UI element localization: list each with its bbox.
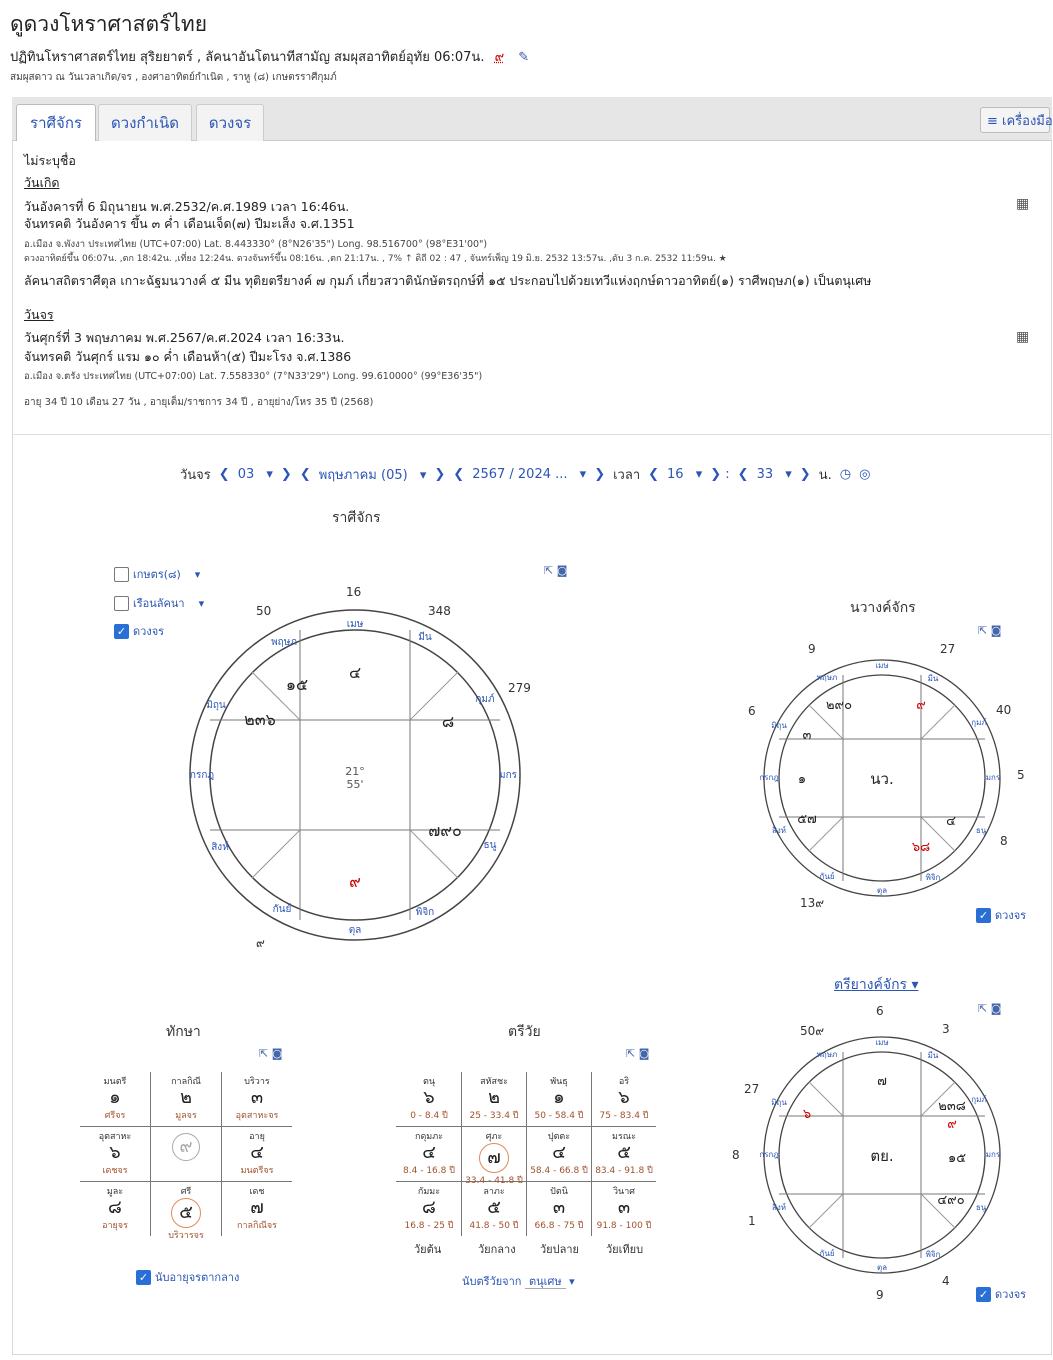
sign-label: เมษ xyxy=(346,619,364,630)
tri-outer: 1 xyxy=(748,1214,756,1228)
taksa-tools[interactable] xyxy=(259,1047,282,1060)
house-mithun: ๒๓๖ xyxy=(244,710,276,729)
outer-num: 50 xyxy=(256,604,272,618)
tri-outer: 50๙ xyxy=(800,1024,825,1038)
taksa-cell: กาลกิณี ๒ มูลจร xyxy=(171,1077,201,1121)
svg-text:มกร: มกร xyxy=(985,773,1001,782)
tab-transit[interactable]: ดวงจร xyxy=(196,104,264,141)
external-icon: ⇱ xyxy=(259,1047,269,1060)
navamsa-chart xyxy=(757,653,1007,903)
transit-place: อ.เมือง จ.ตรัง ประเทศไทย (UTC+07:00) Lat. 7.558330° (7°N33'29") Long. 99.610000° (99°E36'35") xyxy=(24,371,483,382)
trivai-cells xyxy=(396,1072,656,1236)
sign-label: มีน xyxy=(418,632,432,643)
nav-cell: ๖๘ xyxy=(911,840,931,855)
trivai-tools[interactable] xyxy=(626,1047,649,1060)
trinity-select[interactable]: ตรียางค์จักร ▾ xyxy=(834,977,919,993)
sign-label: มิถุน xyxy=(206,700,226,711)
trivai-count[interactable]: นับตรีวัยจาก ตนุเศษ ▾ xyxy=(462,1275,575,1288)
camera-icon: ◙ xyxy=(638,1047,650,1060)
sign-label: พิจิก xyxy=(415,907,435,918)
tri-cell: ๔๙๐ xyxy=(937,1193,965,1208)
svg-text:มกร: มกร xyxy=(985,1150,1001,1159)
external-icon: ⇱ xyxy=(626,1047,636,1060)
outer-num: ๙ xyxy=(256,936,265,950)
tri-cell: ๑๕ xyxy=(947,1151,967,1166)
nav-outer: 27 xyxy=(940,642,956,656)
prev-minute-icon[interactable]: ❮ xyxy=(737,467,749,482)
age-label: วัยเทียบ xyxy=(606,1243,644,1256)
transit-line2: จันทรคติ วันศุกร์ แรม ๑๐ ค่ำ เดือนห้า(๕) ปีมะโรง จ.ศ.1386 xyxy=(24,349,352,364)
taksa-title: ทักษา xyxy=(166,1024,201,1040)
age-label: วัยต้น xyxy=(414,1243,442,1256)
tri-outer: 6 xyxy=(876,1004,884,1018)
rasi-title: ราศีจักร xyxy=(332,510,381,526)
house-mesh: ๔ xyxy=(348,663,362,682)
tri-cell: ๒๓๘ xyxy=(938,1099,966,1114)
birth-lagna: ลัคนาสถิตราศีตุล เกาะฉัฐมนวางค์ ๕ มีน ทุติยตรียางค์ ๗ กุมภ์ เกี่ยวสวาตินักษัตรฤกษ์ที่ ๑๕ ประกอบไปด้วยเทวีแห่งฤกษ์ดาวอาทิตย์(๑) ราศีพฤษภ(๑) เป็นตนุเศษ xyxy=(24,273,872,288)
trivai-title: ตรีวัย xyxy=(508,1024,541,1040)
taksa-cell: ศรี ๕ บริวารจร xyxy=(168,1187,204,1241)
trivai-cell: ลาภะ ๕ 41.8 - 50 ปี xyxy=(469,1187,519,1231)
svg-text:กันย์: กันย์ xyxy=(819,872,835,881)
page-title: ดูดวงโหราศาสตร์ไทย xyxy=(10,12,208,36)
tri-outer: 8 xyxy=(732,1148,740,1162)
next-year-icon[interactable]: ❯ xyxy=(594,467,606,482)
time-unit: น. xyxy=(818,468,832,483)
trinity-chart xyxy=(757,1030,1007,1280)
svg-text:มีน: มีน xyxy=(927,674,939,683)
divider xyxy=(12,434,1052,435)
sign-label: กุมภ์ xyxy=(475,694,495,705)
svg-text:กันย์: กันย์ xyxy=(819,1249,835,1258)
tri-cell: ๗ xyxy=(877,1074,887,1089)
nav-outer: 6 xyxy=(748,704,756,718)
svg-text:กุมภ์: กุมภ์ xyxy=(971,1095,987,1104)
trivai-cell: ปัตนิ ๓ 66.8 - 75 ปี xyxy=(534,1187,584,1231)
trivai-cell: วินาศ ๓ 91.8 - 100 ปี xyxy=(596,1187,652,1231)
trivai-cell: กัมมะ ๘ 16.8 - 25 ปี xyxy=(404,1187,454,1231)
prev-year-icon[interactable]: ❮ xyxy=(453,467,465,482)
subtitle-mark[interactable]: ๙ xyxy=(494,50,505,65)
svg-text:ธนู: ธนู xyxy=(975,1203,987,1212)
sign-label: พฤษภ xyxy=(271,637,297,648)
nav-cell: ๒๙๐ xyxy=(825,698,853,713)
camera-icon: ◙ xyxy=(271,1047,283,1060)
svg-text:กรกฎ: กรกฎ xyxy=(759,1150,779,1159)
sign-label: สิงห์ xyxy=(211,842,229,853)
trivai-cell: พันธุ ๑ 50 - 58.4 ปี xyxy=(534,1077,584,1121)
svg-text:ตุล: ตุล xyxy=(876,886,888,895)
sign-label: กรกฎ xyxy=(189,770,215,781)
trivai-cell: อริ ๖ 75 - 83.4 ปี xyxy=(599,1077,649,1121)
subtitle-text: ปฏิทินโหราศาสตร์ไทย สุริยยาตร์ , ลัคนาอันโตนาทีสามัญ สมผุสอาทิตย์อุทัย 06:07น. xyxy=(10,50,485,65)
external-icon: ⇱ xyxy=(978,1002,988,1015)
tri-outer: 9 xyxy=(876,1288,884,1302)
trivai-cell: ปุตตะ ๔ 58.4 - 66.8 ปี xyxy=(530,1132,588,1176)
svg-text:พิจิก: พิจิก xyxy=(925,873,941,882)
age-label: วัยกลาง xyxy=(478,1243,516,1256)
svg-text:พฤษภ: พฤษภ xyxy=(816,1050,838,1059)
nav-outer: 13๙ xyxy=(800,896,825,910)
sign-label: มกร xyxy=(498,770,518,781)
opt-transit-check[interactable]: ✓ ดวงจร xyxy=(114,622,164,640)
sign-label: ธนู xyxy=(483,840,497,851)
time-label: เวลา xyxy=(613,468,641,483)
calendar-icon[interactable]: ▦ xyxy=(1016,329,1030,345)
opt-lagna-house[interactable]: เรือนลัคนา ▾ xyxy=(114,594,204,612)
trinity-tools[interactable] xyxy=(978,1002,1001,1015)
tri-cell: ๙ xyxy=(947,1117,957,1132)
svg-text:พฤษภ: พฤษภ xyxy=(816,673,838,682)
tab-rasi[interactable]: ราศีจักร xyxy=(16,104,96,141)
trivai-cell: ตนุ ๖ 0 - 8.4 ปี xyxy=(410,1077,448,1121)
external-icon: ⇱ xyxy=(544,564,554,577)
nav-cell: ๙ xyxy=(916,698,926,713)
trinity-center: ตย. xyxy=(870,1147,894,1165)
next-hour-icon[interactable]: ❯ : xyxy=(710,467,730,482)
transit-line1: วันศุกร์ที่ 3 พฤษภาคม พ.ศ.2567/ค.ศ.2024 เวลา 16:33น. xyxy=(24,330,345,345)
target-icon[interactable]: ◎ xyxy=(859,467,871,482)
trivai-cell: กดุมภะ ๔ 8.4 - 16.8 ปี xyxy=(403,1132,455,1176)
next-minute-icon[interactable]: ❯ xyxy=(799,467,811,482)
external-icon: ⇱ xyxy=(978,624,988,637)
trivai-cell: ศุภะ ๗ 33.4 - 41.8 ปี xyxy=(465,1132,523,1186)
nav-outer: 9 xyxy=(808,642,816,656)
calendar-icon[interactable]: ▦ xyxy=(1016,196,1030,212)
navamsa-tools[interactable] xyxy=(978,624,1001,637)
svg-text:ตุล: ตุล xyxy=(876,1263,888,1272)
nav-cell: ๔ xyxy=(946,814,956,829)
birth-sun: ดวงอาทิตย์ขึ้น 06:07น. ,ตก 18:42น. ,เที่ยง 12:24น. ดวงจันทร์ขึ้น 08:16น. ,ตก 21:17น. , 7% ↑ ดิถี 02 : 47 , จันทร์เพ็ญ 19 มิ.ย. 2532 13:57น. ,ดับ 3 ก.ค. 2532 11:59น. ★ xyxy=(24,254,727,264)
tri-cell: ๖ xyxy=(802,1107,812,1122)
nav-outer: 8 xyxy=(1000,834,1008,848)
svg-text:เมษ: เมษ xyxy=(875,1038,889,1047)
outer-num: 348 xyxy=(428,604,451,618)
house-thanu: ๗๙๐ xyxy=(428,821,462,840)
sign-label: ตุล xyxy=(348,925,362,936)
taksa-cell: เดช ๗ กาลกิณีจร xyxy=(237,1187,277,1231)
taksa-cell: มูละ ๘ อายุจร xyxy=(102,1187,128,1231)
svg-text:เมษ: เมษ xyxy=(875,661,889,670)
transit-heading: วันจร xyxy=(24,307,54,322)
svg-text:สิงห์: สิงห์ xyxy=(771,1203,787,1212)
transit-age: อายุ 34 ปี 10 เดือน 27 วัน , อายุเต็ม/ราชการ 34 ปี , อายุย่าง/โหร 35 ปี (2568) xyxy=(24,397,374,408)
birth-line1: วันอังคารที่ 6 มิถุนายน พ.ศ.2532/ค.ศ.1989 เวลา 16:46น. xyxy=(24,199,350,214)
house-pruksa: ๑๕ xyxy=(285,675,309,694)
rasi-tools[interactable] xyxy=(544,564,567,577)
nav-cell: ๑ xyxy=(797,772,807,787)
clock-icon[interactable]: ◷ xyxy=(839,467,852,482)
tri-outer: 3 xyxy=(942,1022,950,1036)
age-label: วัยปลาย xyxy=(540,1243,579,1256)
svg-text:พิจิก: พิจิก xyxy=(925,1250,941,1259)
svg-text:มิถุน: มิถุน xyxy=(771,721,787,730)
birth-place: อ.เมือง จ.พังงา ประเทศไทย (UTC+07:00) Lat. 8.443330° (8°N26'35") Long. 98.516700° (98°E31'00") xyxy=(24,239,488,250)
nav-cell: ๕๗ xyxy=(797,812,817,827)
birth-heading: วันเกิด xyxy=(24,175,60,190)
trinity-transit-check[interactable]: ✓ ดวงจร xyxy=(976,1285,1026,1303)
edit-pencil-icon[interactable]: ✎ xyxy=(518,50,530,65)
tri-outer: 27 xyxy=(744,1082,760,1096)
taksa-cell: มนตรี ๑ ศรีจร xyxy=(103,1077,127,1121)
prev-day-icon[interactable]: ❮ xyxy=(218,467,230,482)
center-degree: 21° xyxy=(345,765,365,778)
tab-birth[interactable]: ดวงกำเนิด xyxy=(98,104,192,141)
outer-num: 16 xyxy=(346,585,362,599)
next-day-icon[interactable]: ❯ xyxy=(280,467,292,482)
nav-outer: 40 xyxy=(996,703,1012,717)
taksa-cell: อายุ ๔ มนตรีจร xyxy=(240,1132,274,1176)
tri-outer: 4 xyxy=(942,1274,950,1288)
hour-select[interactable]: 16 ▾ xyxy=(667,467,703,482)
taksa-age-check[interactable]: ✓ นับอายุจรตากลาง xyxy=(136,1268,239,1286)
opt-kaset[interactable]: เกษตร(๘) ▾ xyxy=(114,565,200,583)
nav-outer: 5 xyxy=(1017,768,1025,782)
next-month-icon[interactable]: ❯ xyxy=(434,467,446,482)
svg-text:มีน: มีน xyxy=(927,1051,939,1060)
minute-select[interactable]: 33 ▾ xyxy=(756,467,792,482)
page-subtitle xyxy=(10,46,529,67)
prev-month-icon[interactable]: ❮ xyxy=(299,467,311,482)
navamsa-title: นวางค์จักร xyxy=(850,600,916,616)
day-select[interactable]: 03 ▾ xyxy=(237,467,273,482)
year-select[interactable]: 2567 / 2024 ... ▾ xyxy=(472,467,587,482)
camera-icon: ◙ xyxy=(556,564,568,577)
sign-label: กันย์ xyxy=(272,904,292,915)
svg-text:กรกฎ: กรกฎ xyxy=(759,773,779,782)
rasi-chart xyxy=(180,600,530,950)
taksa-grid xyxy=(80,1072,292,1241)
house-tul: ๙ xyxy=(349,872,361,891)
taksa-cell: อุตสาหะ ๖ เดชจร xyxy=(98,1132,132,1176)
birth-line2: จันทรคติ วันอังคาร ขึ้น ๓ ค่ำ เดือนเจ็ด(๗) ปีมะเส็ง จ.ศ.1351 xyxy=(24,216,355,231)
person-name: ไม่ระบุชื่อ xyxy=(24,153,76,168)
prev-hour-icon[interactable]: ❮ xyxy=(648,467,660,482)
svg-text:มิถุน: มิถุน xyxy=(771,1098,787,1107)
outer-num: 279 xyxy=(508,681,531,695)
settings-line: สมผุสดาว ณ วันเวลาเกิด/จร , องศาอาทิตย์กำเนิด , ราหู (๘) เกษตรราศีกุมภ์ xyxy=(10,72,337,83)
tools-button[interactable]: ≡ เครื่องมือ xyxy=(980,107,1050,133)
trivai-cell: สหัสชะ ๒ 25 - 33.4 ปี xyxy=(469,1077,519,1121)
svg-text:สิงห์: สิงห์ xyxy=(771,826,787,835)
navamsa-center: นว. xyxy=(870,770,894,788)
month-select[interactable]: พฤษภาคม (05) ▾ xyxy=(318,468,427,483)
camera-icon: ◙ xyxy=(990,624,1002,637)
nav-cell: ๓ xyxy=(802,728,812,743)
trivai-cell: มรณะ ๕ 83.4 - 91.8 ปี xyxy=(595,1132,653,1176)
day-label: วันจร xyxy=(180,468,211,483)
camera-icon: ◙ xyxy=(990,1002,1002,1015)
svg-text:ธนู: ธนู xyxy=(975,826,987,835)
taksa-cell: บริวาร ๓ อุตสาหะจร xyxy=(235,1077,279,1121)
svg-text:กุมภ์: กุมภ์ xyxy=(971,718,987,727)
taksa-center: ๙ xyxy=(154,1129,218,1183)
date-navigator xyxy=(180,464,878,485)
navamsa-transit-check[interactable]: ✓ ดวงจร xyxy=(976,906,1026,924)
house-kumph: ๘ xyxy=(441,712,455,731)
center-minute: 55' xyxy=(346,778,364,791)
